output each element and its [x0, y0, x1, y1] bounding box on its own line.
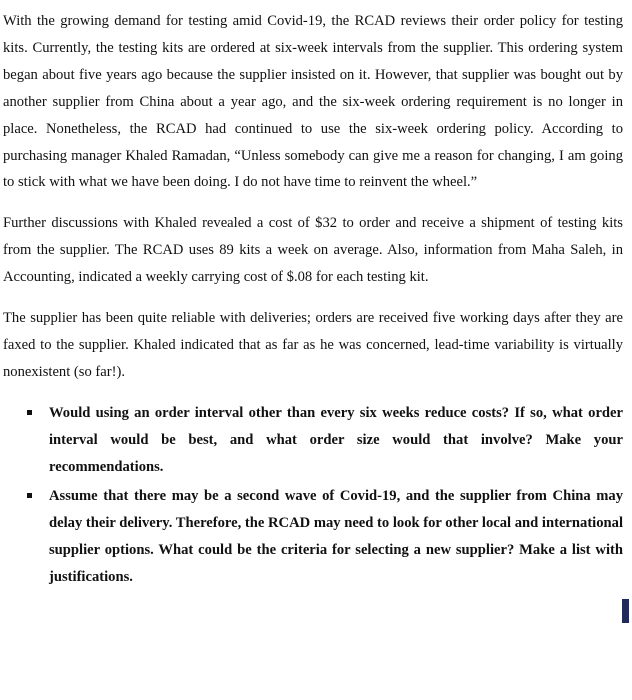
list-item	[3, 400, 623, 481]
question-order-interval: Would using an order interval other than every six weeks reduce costs? If so, what order interval would be best, and what order size would that involve? Make your recommendations.	[49, 404, 623, 475]
paragraph-intro: With the growing demand for testing amid Covid-19, the RCAD reviews their order policy for testing kits. Currently, the testing kits are ordered at six-week intervals from the supplier. This ordering system began about five years ago because the supplier insisted on it. However, that supplier was bought out by another supplier from China about a year ago, and the six-week ordering requirement is no longer in place. Nonetheless, the RCAD had continued to use the six-week ordering policy. According to purchasing manager Khaled Ramadan, “Unless somebody can give me a reason for changing, I am going to stick with what we have been doing. I do not have time to reinvent the wheel.”	[3, 13, 623, 191]
question-supplier-criteria: Assume that there may be a second wave of Covid-19, and the supplier from China may delay their delivery. Therefore, the RCAD may need to look for other local and international supplier options. What could be the criteria for selecting a new supplier? Make a list with justifications.	[49, 487, 623, 585]
paragraph-costs: Further discussions with Khaled revealed a cost of $32 to order and receive a shipment of testing kits from the supplier. The RCAD uses 89 kits a week on average. Also, information from Maha Saleh, in Accounting, indicated a weekly carrying cost of $.08 for each testing kit.	[3, 215, 623, 286]
document-body	[3, 8, 623, 593]
list-item	[3, 483, 623, 591]
text-cursor-icon	[622, 599, 629, 623]
square-bullet-icon	[27, 493, 32, 498]
question-list	[3, 400, 623, 591]
square-bullet-icon	[27, 410, 32, 415]
paragraph-supplier: The supplier has been quite reliable with deliveries; orders are received five working days after they are faxed to the supplier. Khaled indicated that as far as he was concerned, lead-time variability is virtually nonexistent (so far!).	[3, 310, 623, 380]
